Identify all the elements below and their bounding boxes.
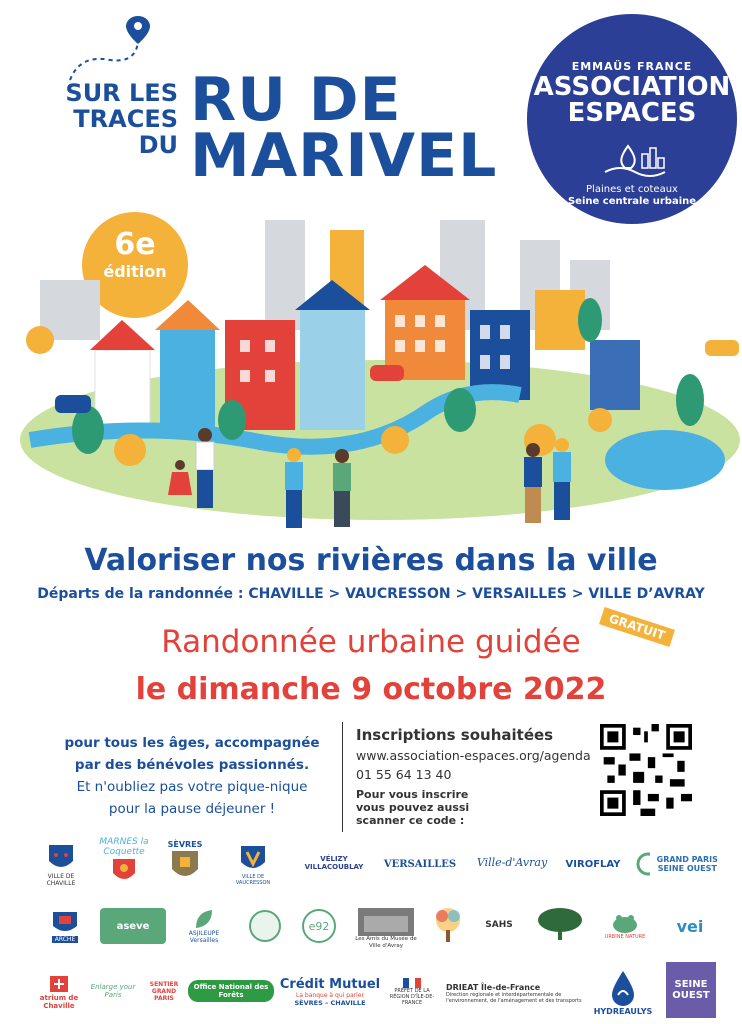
registration-url[interactable]: www.association-espaces.org/agenda <box>356 748 591 763</box>
partner-logo <box>240 906 290 946</box>
association-tagline: Plaines et coteaux Seine centrale urbaine <box>567 184 697 207</box>
svg-text:e92: e92 <box>308 920 330 933</box>
museum-photo-icon <box>358 908 414 936</box>
partner-logo <box>426 902 470 946</box>
partner-logo: Les Amis du Musée de Ville d'Avray <box>350 902 422 956</box>
partner-logo: vei <box>676 916 704 936</box>
tree-icon <box>428 904 468 944</box>
shield-icon <box>111 857 137 885</box>
circle-logo-icon <box>299 908 339 944</box>
partner-logo: atrium de Chaville <box>34 970 84 1014</box>
partner-logo: SÈVRES <box>160 832 210 890</box>
registration-phone[interactable]: 01 55 64 13 40 <box>356 767 452 782</box>
partner-logo: VERSAILLES <box>383 858 457 870</box>
partner-logo: Ville-d'Avray <box>476 855 548 869</box>
plus-icon <box>48 974 70 994</box>
map-pin-icon <box>60 14 160 84</box>
partner-logo <box>530 904 590 944</box>
partner-logo: HYDREAULYS <box>592 962 654 1022</box>
registration: Inscriptions souhaitées www.association-espaces.org/agenda 01 55 64 13 40 Pour vous inscrire vous pouvez aussi scanner ce code : <box>356 726 596 827</box>
frog-icon <box>610 912 640 934</box>
partner-logo: GRAND PARIS SEINE OUEST <box>636 848 722 880</box>
partner-logo: VIROFLAY <box>565 858 621 870</box>
page-title: RU DE MARIVEL <box>190 65 498 191</box>
tree-icon <box>535 906 585 942</box>
flag-icon <box>403 978 421 988</box>
partner-logo: Enlarge your Paris <box>90 983 136 999</box>
shield-icon <box>51 910 79 936</box>
partner-logo: aseve <box>100 908 166 944</box>
partner-logo: Office National des Forêts <box>188 980 274 1002</box>
partner-logo: SEINE OUEST <box>666 962 716 1018</box>
circle-logo-icon <box>636 852 650 876</box>
partner-logo: SENTIER GRAND PARIS <box>149 980 179 1002</box>
info-text: pour tous les âges, accompagnée par des bénévoles passionnés. Et n'oubliez pas votre pique-nique pour la pause déjeuner ! <box>64 735 320 817</box>
partner-logo: VÉLIZY VILLACOUBLAY <box>304 855 364 871</box>
partner-logo: SAHS <box>485 920 513 930</box>
city-illustration <box>0 210 742 530</box>
partner-logo: VILLE DE CHAVILLE <box>36 840 86 890</box>
partner-logo: ASJILEUPE Versailles <box>174 906 234 946</box>
leaf-icon <box>192 908 216 930</box>
partner-logo: DRIEAT Île-de-France Direction régionale et interdépartementale de l'environnement, de l'aménagement et des transports <box>446 982 582 1004</box>
shield-icon <box>47 843 75 873</box>
shield-icon <box>239 844 267 874</box>
event-type: Randonnée urbaine guidée <box>161 624 581 660</box>
crest-icon <box>170 849 200 883</box>
partner-logo: ARCHE <box>36 906 94 946</box>
qr-code-icon[interactable] <box>600 724 692 816</box>
association-small: EMMAÜS FRANCE <box>571 60 693 73</box>
partner-logo: URBINE NATURE <box>600 906 650 946</box>
partner-logo <box>294 906 344 946</box>
registration-heading: Inscriptions souhaitées <box>356 726 554 744</box>
partner-logo: MARNES la Coquette <box>96 832 152 890</box>
water-city-icon <box>600 140 670 180</box>
association-name: ASSOCIATION ESPACES <box>533 72 731 128</box>
subtitle: SUR LES TRACES DU <box>65 79 178 159</box>
edition-badge: 6e édition <box>82 212 188 318</box>
water-drop-icon <box>608 969 638 1007</box>
event-date: le dimanche 9 octobre 2022 <box>135 672 607 707</box>
globe-icon <box>248 909 282 943</box>
headline: Valoriser nos rivières dans la ville <box>84 543 658 578</box>
divider <box>342 722 343 832</box>
partner-logo: VILLE DE VAUCRESSON <box>228 840 278 890</box>
partner-logo: PRÉFET DE LA RÉGION D'ÎLE-DE-FRANCE <box>384 972 440 1012</box>
partner-logo: Crédit Mutuel La banque à qui parler SÈVRES – CHAVILLE <box>279 977 381 1007</box>
departures: Départs de la randonnée : CHAVILLE > VAUCRESSON > VERSAILLES > VILLE D’AVRAY <box>37 586 705 602</box>
free-badge: GRATUIT <box>599 607 675 647</box>
